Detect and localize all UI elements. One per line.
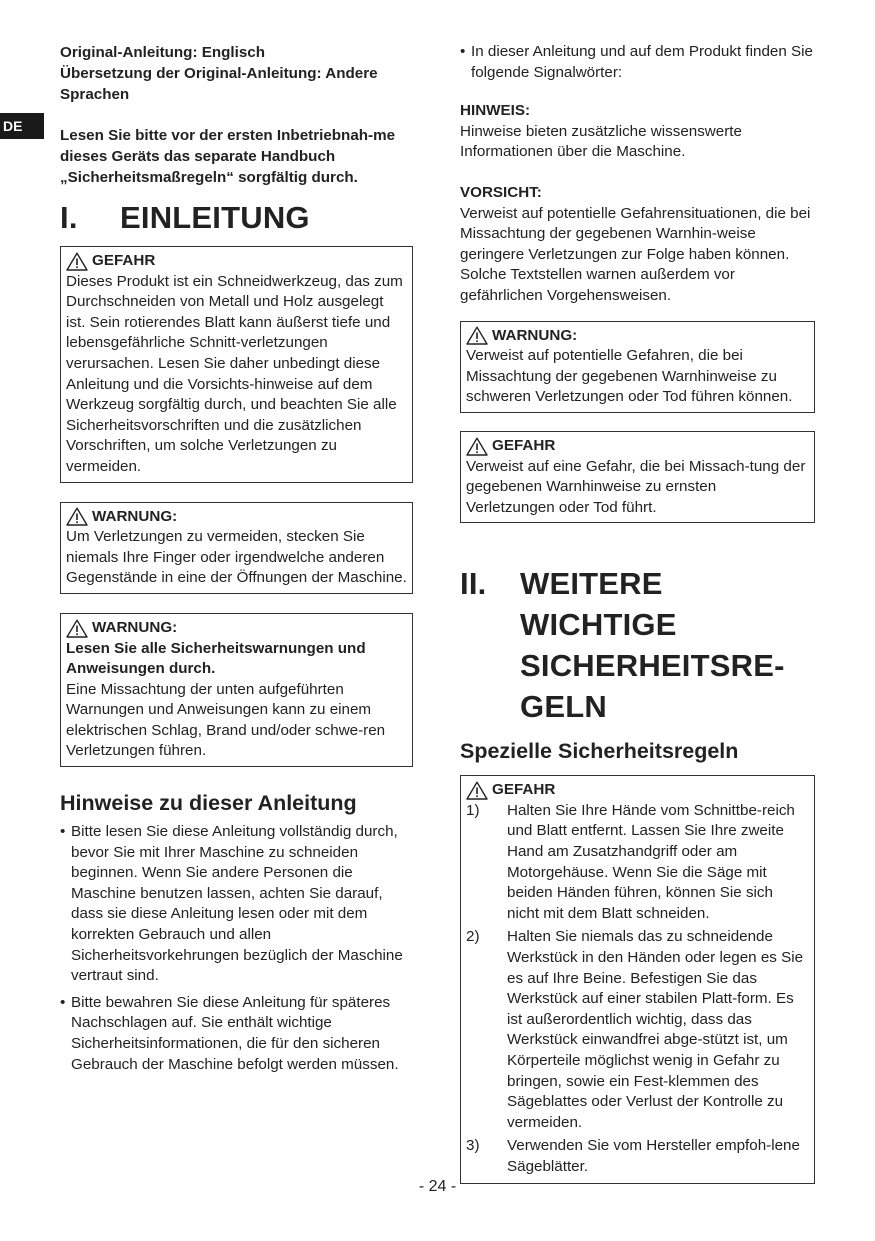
section-2-title [520,563,815,727]
header-line-2: Übersetzung der Original-Anleitung: Andere Sprachen [60,65,378,103]
box-text: Um Verletzungen zu vermeiden, stecken Sie niemals Ihre Finger oder irgendwelche anderen Gegenstände in eine der Öffnungen der Maschine. [66,528,407,587]
vorsicht-text: Verweist auf potentielle Gefahrensituationen, die bei Missachtung der gegebenen Warnhin-weise geringere Verletzungen zur Folge haben können. Solche Textstellen warnen außerdem vor gefährlichen Vorgehensweisen. [460,204,811,304]
gefahr-box-rules [460,775,815,1183]
box-title [466,436,809,457]
gefahr-box-definition [460,431,815,523]
box-label: GEFAHR [92,252,156,269]
left-column [60,42,413,1081]
warning-triangle-icon [466,326,488,345]
language-tab: DE [0,113,44,139]
item-text: Verwenden Sie vom Hersteller empfoh-lene Sägeblätter. [507,1137,800,1175]
box-title [66,618,407,639]
box-label: WARNUNG: [92,507,178,525]
box-title [466,780,809,801]
box-label: WARNUNG: [492,326,578,344]
box-label: WARNUNG: [92,618,178,636]
subheading-spezielle: Spezielle Sicherheitsregeln [460,739,739,764]
list-item [466,801,809,925]
box-text: Dieses Produkt ist ein Schneidwerkzeug, das zum Durchschneiden von Metall und Holz ausgelegt ist. Sein rotierendes Blatt kann äußerst tiefe und lebensgefährliche Schnitt-verletzungen verursachen. Lesen Sie daher unbedingt diese Anleitung und die Vorsichts-hinweise auf dem Werkzeug sorgfältig durch, und beachten Sie alle Sicherheitsvorschriften und die zusätzlichen Vorschriften, um solche Verletzungen zu vermeiden. [66,272,403,475]
box-title [66,251,407,272]
list-item: • In dieser Anleitung und auf dem Produkt finden Sie folgende Signalwörter: [460,42,815,83]
box-label: GEFAHR [492,436,556,454]
hinweis-label: HINWEIS: [460,102,531,120]
box-title [466,326,809,347]
section-2-number: II. [460,566,487,602]
page-number: - 24 - [418,1178,457,1195]
intro-notice: Lesen Sie bitte vor der ersten Inbetriebnah-me dieses Geräts das separate Handbuch „Sicherheitsmaßregeln“ sorgfältig durch. [60,127,396,186]
item-text: Halten Sie Ihre Hände vom Schnittbe-reich und Blatt entfernt. Lassen Sie Ihre zweite Hand am Zusatzhandgriff oder am Motorgehäuse. Wenn Sie die Säge mit beiden Händen führen, können Sie sich nicht mit dem Blatt schneiden. [507,801,795,922]
warning-triangle-icon [66,252,88,271]
gefahr-box-product [60,246,413,483]
box-bold-text: Lesen Sie alle Sicherheitswarnungen und Anweisungen durch. [66,639,366,678]
box-text: Verweist auf potentielle Gefahren, die bei Missachtung der gegebenen Warnhinweise zu schweren Verletzungen oder Tod führen können. [466,347,793,406]
warnung-box-definition [460,321,815,413]
box-text: Eine Missachtung der unten aufgeführten Warnungen und Anweisungen kann zu einem elektrischen Schlag, Brand und/oder schwe-ren Verletzungen führen. [66,680,386,760]
section-1-number: I. [60,200,78,235]
warnung-box-openings [60,502,413,594]
section-1-title: EINLEITUNG [120,200,310,235]
item-number: 2) [466,928,480,946]
subheading-hinweise: Hinweise zu dieser Anleitung [60,791,357,816]
box-label: GEFAHR [492,781,556,799]
section-2-title-line-1: WEITERE WICHTIGE [520,566,677,643]
vorsicht-label: VORSICHT: [460,183,542,201]
list-item [466,927,809,1133]
box-title [66,507,407,528]
section-1-heading [60,200,413,236]
item-text: Halten Sie niemals das zu schneidende Werkstück in den Händen oder legen es Sie es auf Ihre Beine. Befestigen Sie das Werkstück auf einer stabilen Platt-form. Es ist außerordentlich wichtig, dass das Werkstück einwandfrei abge-stützt ist, um Körperteile möglichst wenig in Gefahr zu bringen, sowie ein Fest-klemmen des Sägeblattes oder Verlust der Kontrolle zu vermeiden. [507,928,804,1131]
section-2-title-line-2: SICHERHEITSRE- [520,648,785,684]
signal-list [460,42,815,83]
list-item: • Bitte bewahren Sie diese Anleitung für späteres Nachschlagen auf. Sie enthält wichtige Sicherheitsinformationen, die für den sicheren Gebrauch der Maschine befolgt werden müssen. [60,993,413,1075]
list-item: • Bitte lesen Sie diese Anleitung vollständig durch, bevor Sie mit Ihrer Maschine zu schneiden beginnen. Wenn Sie andere Personen die Maschine benutzen lassen, achten Sie darauf, dass sie diese Anleitung lesen oder mit dem korrekten Gebrauch und allen Sicherheitsvorkehrungen bezüglich der Maschine vertraut sind. [60,822,413,987]
item-number: 1) [466,801,480,819]
warning-triangle-icon [466,781,488,800]
hinweise-list [60,822,413,1075]
box-text: Verweist auf eine Gefahr, die bei Missach-tung der gegebenen Warnhinweise zu ernsten Verletzungen oder Tod führt. [466,457,806,516]
section-2-heading [460,563,815,727]
header-line-1: Original-Anleitung: Englisch [60,44,266,61]
warning-triangle-icon [66,619,88,638]
warning-triangle-icon [66,507,88,526]
warnung-box-instructions [60,613,413,767]
warning-triangle-icon [466,437,488,456]
right-column [460,42,815,1184]
rules-list [466,801,809,1178]
hinweis-text: Hinweise bieten zusätzliche wissenswerte Informationen über die Maschine. [460,122,742,161]
list-item [466,1136,809,1177]
section-2-title-line-3: GELN [520,689,607,725]
item-number: 3) [466,1137,480,1155]
